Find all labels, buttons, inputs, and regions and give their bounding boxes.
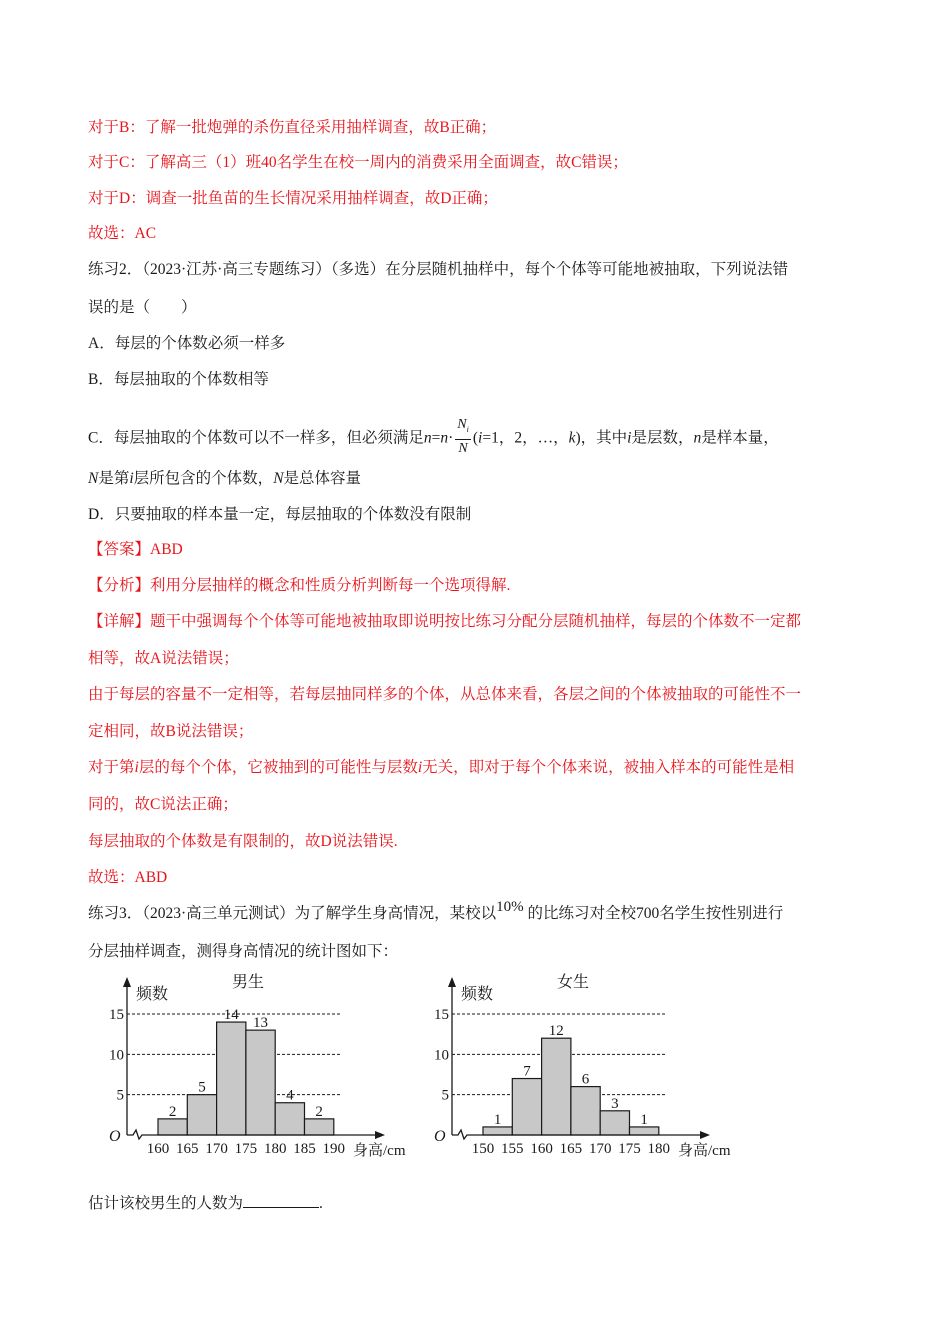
histogram-bar xyxy=(630,1127,659,1135)
formula-fraction xyxy=(455,416,471,458)
y-tick-label: 5 xyxy=(441,1087,449,1104)
bar-value-label: 13 xyxy=(253,1015,269,1032)
bar-value-label: 1 xyxy=(640,1111,648,1128)
exercise2-option-d: D．只要抽取的样本量一定，每层抽取的个体数没有限制 xyxy=(88,506,472,523)
bar-value-label: 6 xyxy=(581,1071,590,1088)
bar-value-label: 12 xyxy=(548,1023,564,1040)
formula-equals: = xyxy=(431,429,441,447)
exercise2-option-b: B．每层抽取的个体数相等 xyxy=(88,371,269,388)
x-tick-label: 170 xyxy=(588,1141,612,1157)
fraction-denominator: N xyxy=(458,440,468,456)
bar-value-label: 14 xyxy=(223,1007,239,1024)
option-c-prefix: C．每层抽取的个体数可以不一样多，但必须满足 xyxy=(88,429,424,447)
exercise2-detail-line5: 对于第i层的每个个体，它被抽到的可能性与层数i无关，即对于每个个体来说，被抽入样本的可能性是相 xyxy=(88,759,795,776)
x-axis-label: 身高/cm xyxy=(353,1143,406,1159)
chart-title: 女生 xyxy=(556,974,590,991)
x-tick-label: 170 xyxy=(205,1141,228,1157)
x-tick-label: 165 xyxy=(176,1141,199,1157)
y-tick-label: 10 xyxy=(434,1047,449,1064)
fraction-numerator: $N_i$ xyxy=(455,416,471,440)
histogram-bar xyxy=(571,1087,600,1135)
histogram-bar xyxy=(246,1030,275,1135)
bar-value-label: 2 xyxy=(315,1103,323,1120)
y-tick-label: 15 xyxy=(109,1007,124,1023)
bar-value-label: 5 xyxy=(198,1079,206,1096)
exercise2-detail-line6: 同的，故C说法正确； xyxy=(88,796,238,813)
x-tick-label: 165 xyxy=(559,1141,583,1157)
x-tick-label: 155 xyxy=(501,1141,524,1157)
exercise2-stem-line2: 误的是（ ） xyxy=(88,299,197,316)
bar-value-label: 1 xyxy=(493,1111,502,1128)
histogram-bar xyxy=(512,1079,541,1135)
y-axis-label: 频数 xyxy=(136,986,169,1003)
exercise3-question: 估计该校男生的人数为 . xyxy=(88,1195,323,1212)
solution-line-b: 对于B：了解一批炮弹的杀伤直径采用抽样调查，故B正确； xyxy=(88,119,497,136)
exercise2-analysis: 【分析】利用分层抽样的概念和性质分析判断每一个选项得解. xyxy=(88,577,511,594)
y-axis-label: 频数 xyxy=(461,986,494,1003)
bar-value-label: 4 xyxy=(286,1087,294,1104)
y-tick-label: 15 xyxy=(434,1007,449,1023)
x-tick-label: 175 xyxy=(234,1141,258,1157)
exercise2-detail-line7: 每层抽取的个体数是有限制的，故D说法错误. xyxy=(88,833,398,850)
formula-n: n xyxy=(440,429,449,447)
exercise2-stem-line1: 练习2．（2023·江苏·高三专题练习）（多选）在分层随机抽样中，每个个体等可能地被抽取，下列说法错 xyxy=(88,261,789,278)
y-tick-label: 10 xyxy=(109,1047,124,1064)
exercise2-detail-line3: 由于每层的容量不一定相等，若每层抽同样多的个体，从总体来看，各层之间的个体被抽取的可能性不一 xyxy=(88,686,802,703)
solution-line-d: 对于D：调查一批鱼苗的生长情况采用抽样调查，故D正确； xyxy=(88,190,498,207)
histogram-bar xyxy=(305,1119,334,1135)
x-tick-label: 180 xyxy=(647,1141,671,1157)
solution-line-c: 对于C：了解高三（1）班40名学生在校一周内的消费采用全面调查，故C错误； xyxy=(88,154,628,171)
exercise2-option-c-line2: N是第i层所包含的个体数，N是总体容量 xyxy=(88,470,362,487)
histogram-bar xyxy=(542,1038,571,1135)
exercise2-detail-line2: 相等，故A说法错误； xyxy=(88,650,239,667)
exercise2-option-a: A．每层的个体数必须一样多 xyxy=(88,335,286,352)
histogram-bar xyxy=(217,1022,246,1135)
histogram-bar xyxy=(158,1119,187,1135)
x-axis-arrow-icon xyxy=(375,1131,385,1139)
percent-value: 10% xyxy=(496,899,524,915)
histogram-bar xyxy=(275,1103,304,1135)
exercise2-detail-line1: 【详解】题干中强调每个个体等可能地被抽取即说明按比练习分配分层随机抽样，每层的个体数不一定都 xyxy=(88,613,802,630)
formula-dot: · xyxy=(448,429,454,447)
female-height-histogram xyxy=(425,965,745,1165)
exercise2-option-c: C．每层抽取的个体数可以不一样多，但必须满足n=n· $\frac{N_i}{N}$ (i=1，2，…，k)，其中i是层数，n是样本量， xyxy=(88,417,779,456)
chart-title: 男生 xyxy=(231,974,265,991)
exercise2-detail-line4: 定相同，故B说法错误； xyxy=(88,723,254,740)
formula-n-lhs: n xyxy=(423,429,432,447)
bar-value-label: 2 xyxy=(168,1103,177,1120)
bar-value-label: 3 xyxy=(611,1095,619,1112)
male-height-histogram xyxy=(100,965,420,1165)
x-tick-label: 175 xyxy=(618,1141,641,1157)
x-tick-label: 185 xyxy=(293,1141,316,1157)
exercise3-stem-line2: 分层抽样调查，测得身高情况的统计图如下： xyxy=(88,943,399,960)
exercise2-answer: 【答案】ABD xyxy=(88,541,183,558)
y-axis-arrow-icon xyxy=(123,977,131,987)
x-tick-label: 160 xyxy=(146,1141,170,1157)
y-tick-label: 5 xyxy=(116,1087,124,1104)
bar-value-label: 7 xyxy=(523,1063,531,1080)
x-axis-label: 身高/cm xyxy=(678,1143,731,1159)
histogram-bar xyxy=(187,1095,216,1135)
answer-blank[interactable] xyxy=(243,1193,319,1208)
x-axis-arrow-icon xyxy=(700,1131,710,1139)
origin-label: O xyxy=(109,1128,121,1145)
x-tick-label: 160 xyxy=(530,1141,553,1157)
histogram-bar xyxy=(600,1111,629,1135)
x-tick-label: 150 xyxy=(471,1141,495,1157)
origin-label: O xyxy=(434,1128,446,1145)
exercise2-conclusion: 故选：ABD xyxy=(88,869,168,886)
x-tick-label: 180 xyxy=(263,1141,287,1157)
x-tick-label: 190 xyxy=(322,1141,346,1157)
solution-conclusion: 故选：AC xyxy=(88,225,157,242)
exercise3-stem-line1: 练习3．（2023·高三单元测试）为了解学生身高情况，某校以10% 的比练习对全校700名学生按性别进行 xyxy=(88,899,784,922)
histogram-bar xyxy=(483,1127,512,1135)
y-axis-arrow-icon xyxy=(448,977,456,987)
